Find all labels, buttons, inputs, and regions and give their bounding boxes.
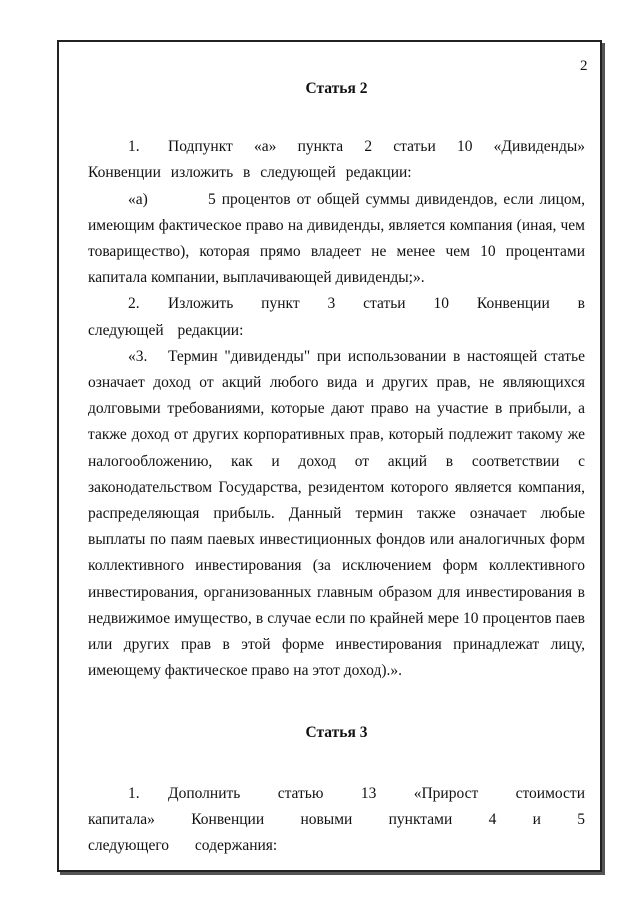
- article-2-title: Статья 2: [305, 80, 368, 97]
- paragraph-text: Дополнить статью 13 «Прирост стоимости капитала» Конвенции новыми пунктами 4 и 5 следующего содержания:: [88, 784, 585, 855]
- paragraph-number: 1.: [128, 138, 140, 156]
- paragraph-text: Термин "дивиденды" при использовании в настоящей статье означает доход от акций любого вида и других прав, не являющихся долговыми требованиями, которые дают право на участие в прибыли, а также доход от других корпоративных прав, который подлежит такому же налогообложению, как и доход от акций в соответствии с законодательством Государства, резидентом которого является компания, распределяющая прибыль. Данный термин также означает любые выплаты по паям паевых инвестиционных фондов или аналогичных форм коллективного инвестирования (за исключением форм коллективного инвестирования, организованных главным образом для инвестирования в недвижимое имущество, в случае если по крайней мере 10 процентов паев или других прав в этой форме инвестирования принадлежат лицу, имеющему фактическое право на этот доход).».: [88, 347, 585, 680]
- paragraph-number: 1.: [128, 784, 140, 802]
- article-2-subparagraph-a: [88, 187, 585, 292]
- page-number: 2: [580, 58, 588, 74]
- paragraph-number: 2.: [128, 295, 140, 313]
- document-body: [88, 70, 585, 859]
- subparagraph-text: 5 процентов от общей суммы дивидендов, если лицом, имеющим фактическое право на дивиденды, является компания (иная, чем товарищество), которая прямо владеет не менее чем 10 процентами капитала компании, выплачивающей дивиденды;».: [88, 190, 585, 287]
- article-3-title: Статья 3: [305, 724, 368, 742]
- paragraph-text: Подпункт «а» пункта 2 статьи 10 «Дивиденды» Конвенции изложить в следующей редакции:: [88, 138, 585, 182]
- article-3-paragraph-1: [88, 781, 585, 860]
- article-2-paragraph-1: [88, 134, 585, 186]
- paragraph-text: Изложить пункт 3 статьи 10 Конвенции в следующей редакции:: [88, 295, 585, 339]
- subparagraph-label: «а): [128, 190, 148, 208]
- article-2-paragraph-3: [88, 344, 585, 685]
- paragraph-label: «3.: [128, 347, 148, 365]
- article-2-paragraph-2: [88, 291, 585, 343]
